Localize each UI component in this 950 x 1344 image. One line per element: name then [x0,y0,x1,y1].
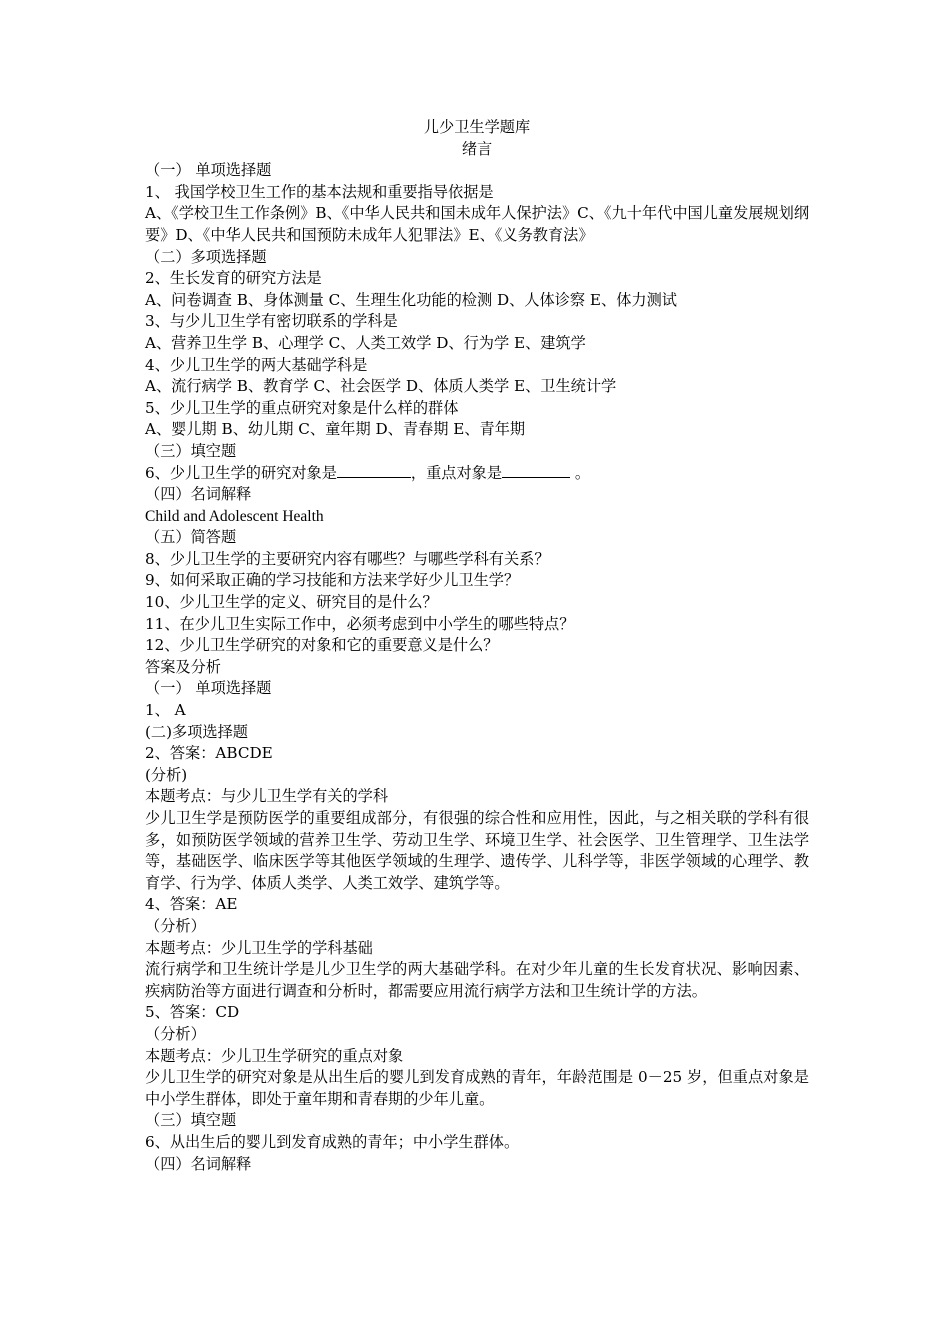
analysis-text: 少儿卫生学是预防医学的重要组成部分，有很强的综合性和应用性，因此，与之相关联的学科有很多，如预防医学领域的营养卫生学、劳动卫生学、环境卫生学、社会医学、卫生管理学、卫生法学等，基础医学、临床医学等其他医学领域的生理学、遗传学、儿科学等，非医学领域的心理学、教育学、行为学、体质人类学、人类工效学、建筑学等。 [145,809,809,892]
section-heading: （一） 单项选择题 [145,161,272,180]
question-2: 2、生长发育的研究方法是 [145,269,322,288]
section-heading: （四）名词解释 [145,1154,252,1173]
section-heading: （四）名词解释 [145,485,252,504]
analysis-label: (分析) [145,765,188,784]
answers-title: 答案及分析 [145,657,221,676]
exam-point: 本题考点：与少儿卫生学有关的学科 [145,787,388,806]
question-2-options: A、问卷调查 B、身体测量 C、生理生化功能的检测 D、人体诊察 E、体力测试 [145,290,677,309]
question-10: 10、少儿卫生学的定义、研究目的是什么？ [145,593,438,612]
section-heading: （三）填空题 [145,441,237,460]
question-6-text: ，重点对象是 [410,463,503,482]
answer-1: 1、 A [145,701,186,720]
question-6-text: 。 [570,463,591,482]
question-11: 11、在少儿卫生实际工作中，必须考虑到中小学生的哪些特点？ [145,614,575,633]
question-5: 5、少儿卫生学的重点研究对象是什么样的群体 [145,398,459,417]
question-5-options: A、婴儿期 B、幼儿期 C、童年期 D、青春期 E、青年期 [145,420,526,439]
document-title: 儿少卫生学题库 [423,118,531,136]
question-6-text: 6、少儿卫生学的研究对象是 [145,463,337,482]
fill-blank-line [337,463,411,478]
term-definition-item: Child and Adolescent Health [145,507,324,525]
question-1-options: A、《学校卫生工作条例》B、《中华人民共和国未成年人保护法》C、《九十年代中国儿童发展规划纲要》D、《中华人民共和国预防未成年人犯罪法》E、《义务教育法》 [145,204,810,244]
question-3-options: A、营养卫生学 B、心理学 C、人类工效学 D、行为学 E、建筑学 [145,333,586,352]
analysis-text: 少儿卫生学的研究对象是从出生后的婴儿到发育成熟的青年，年龄范围是 0－25 岁，但重点对象是中小学生群体，即处于童年期和青春期的少年儿童。 [145,1068,809,1108]
answer-5: 5、答案：CD [145,1003,240,1022]
question-4-options: A、流行病学 B、教育学 C、社会医学 D、体质人类学 E、卫生统计学 [145,377,617,396]
section-heading: （二）多项选择题 [145,247,267,266]
question-3: 3、与少儿卫生学有密切联系的学科是 [145,312,398,331]
section-heading: （一） 单项选择题 [145,679,272,698]
answer-6: 6、从出生后的婴儿到发育成熟的青年；中小学生群体。 [145,1132,520,1151]
section-heading: (二)多项选择题 [145,722,248,741]
analysis-text: 流行病学和卫生统计学是儿少卫生学的两大基础学科。在对少年儿童的生长发育状况、影响因素、疾病防治等方面进行调查和分析时，都需要应用流行病学方法和卫生统计学的方法。 [145,960,809,1000]
section-heading: （五）简答题 [145,528,237,547]
section-heading: （三）填空题 [145,1111,237,1130]
question-1: 1、 我国学校卫生工作的基本法规和重要指导依据是 [145,182,494,201]
exam-point: 本题考点：少儿卫生学的学科基础 [145,938,373,957]
analysis-label: （分析） [145,1024,206,1043]
analysis-label: （分析） [145,916,206,935]
answer-2: 2、答案：ABCDE [145,744,273,763]
question-6 [145,463,809,485]
answer-4: 4、答案：AE [145,895,238,914]
question-4: 4、少儿卫生学的两大基础学科是 [145,355,368,374]
question-12: 12、少儿卫生学研究的对象和它的重要意义是什么？ [145,636,499,655]
document-page [145,117,809,1175]
document-subtitle: 绪言 [461,139,493,158]
exam-point: 本题考点：少儿卫生学研究的重点对象 [145,1046,404,1065]
question-8: 8、少儿卫生学的主要研究内容有哪些？与哪些学科有关系？ [145,549,550,568]
question-9: 9、如何采取正确的学习技能和方法来学好少儿卫生学？ [145,571,520,590]
fill-blank-line [502,463,570,478]
